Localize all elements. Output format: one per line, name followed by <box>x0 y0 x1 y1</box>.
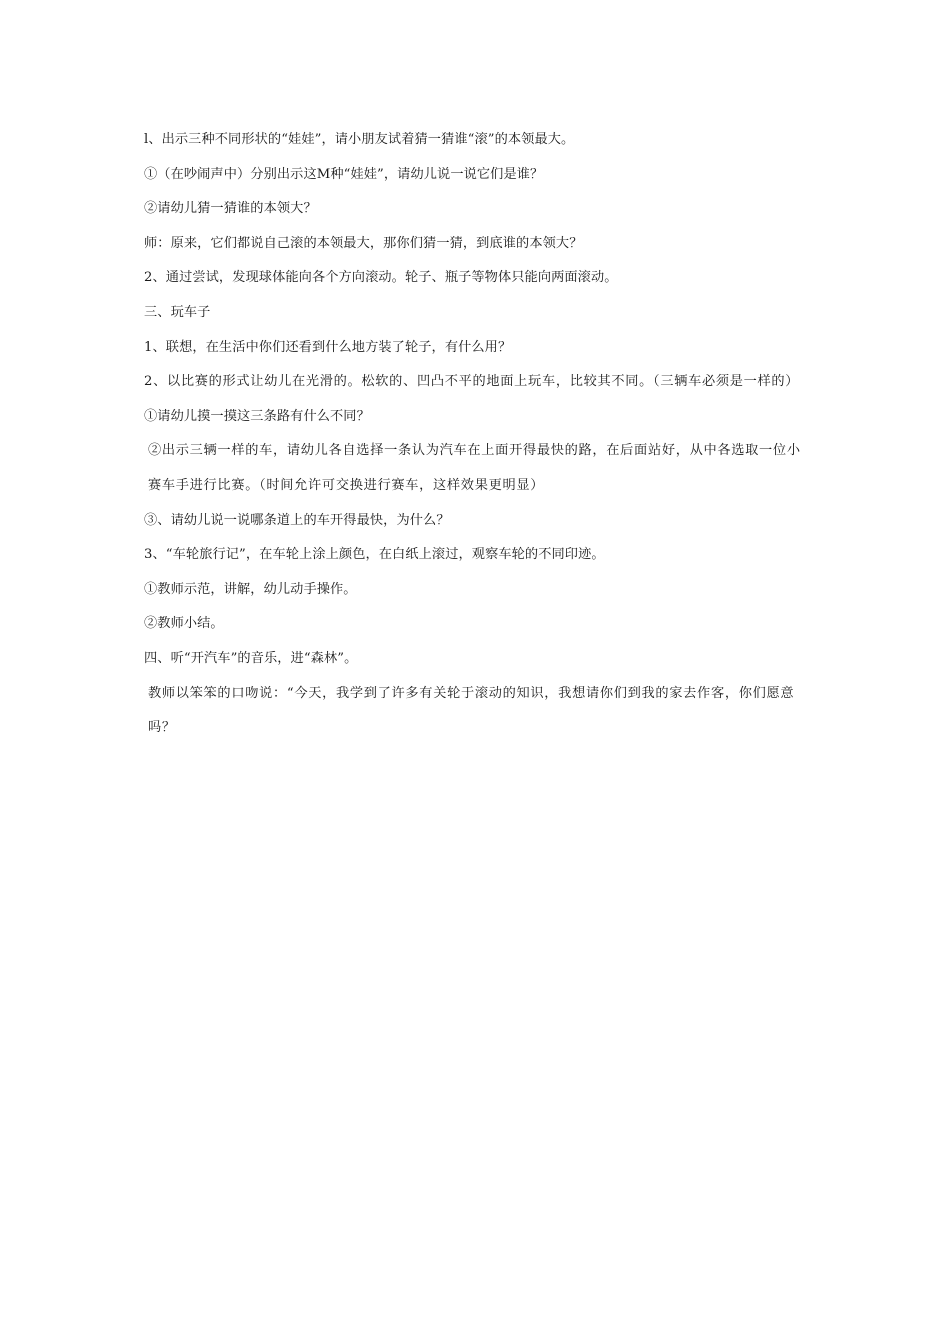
paragraph-7: 2、以比赛的形式让幼儿在光滑的。松软的、凹凸不平的地面上玩车，比较其不同。（三辆车必须是一样的） <box>144 374 800 390</box>
section-heading-play-cars: 三、玩车子 <box>144 304 211 320</box>
section-heading-music: 四、听“开汽车”的音乐，进“森林”。 <box>144 650 358 666</box>
paragraph-1: l、出示三种不同形状的“娃娃”，请小朋友试着猜一猜谁“滚”的本领最大。 <box>144 132 575 147</box>
paragraph-2: ①（在吵闹声中）分别出示这M种“娃娃”，请幼儿说一说它们是谁？ <box>144 166 544 182</box>
paragraph-13: ②教师小结。 <box>144 616 224 632</box>
paragraph-11: 3、“车轮旅行记”，在车轮上涂上颜色，在白纸上滚过，观察车轮的不同印迹。 <box>144 547 605 563</box>
paragraph-5: 2、通过尝试，发现球体能向各个方向滚动。轮子、瓶子等物体只能向两面滚动。 <box>144 270 618 286</box>
document-body <box>144 123 804 746</box>
paragraph-14: 教师以笨笨的口吻说：“今天，我学到了许多有关轮于滚动的知识，我想请你们到我的家去作客，你们愿意吗？ <box>148 685 795 736</box>
paragraph-12: ①教师示范，讲解，幼儿动手操作。 <box>144 581 357 597</box>
paragraph-10: ③、请幼儿说一说哪条道上的车开得最快，为什么？ <box>144 512 450 528</box>
paragraph-4: 师：原来，它们都说自己滚的本领最大，那你们猜一猜，到底谁的本领大？ <box>144 235 583 251</box>
paragraph-8: ①请幼儿摸一摸这三条路有什么不同？ <box>144 408 370 424</box>
paragraph-3: ②请幼儿猜一猜谁的本领大？ <box>144 201 317 217</box>
paragraph-9: ②出示三辆一样的车，请幼儿各自选择一条认为汽车在上面开得最快的路，在后面站好，从中各选取一位小赛车手进行比赛。（时间允许可交换进行赛车，这样效果更明显） <box>148 443 801 493</box>
paragraph-6: 1、联想，在生活中你们还看到什么地方装了轮子，有什么用？ <box>144 339 512 355</box>
